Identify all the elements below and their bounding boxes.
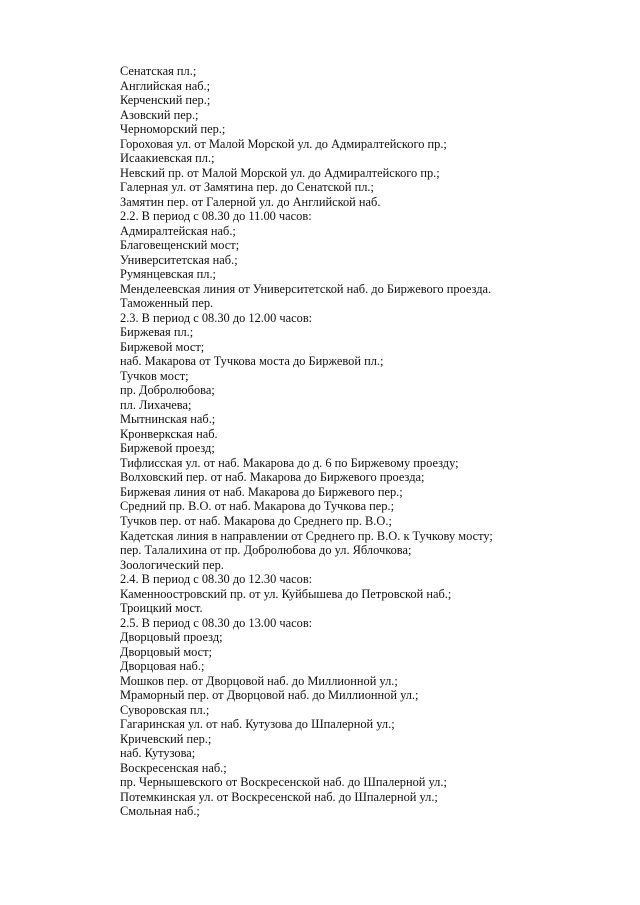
text-line: Дворцовая наб.; [120, 659, 205, 674]
text-line: Потемкинская ул. от Воскресенской наб. до Шпалерной ул.; [120, 789, 438, 804]
text-line: Исаакиевская пл.; [120, 151, 215, 166]
text-line: Азовский пер.; [120, 107, 199, 122]
text-line: Сенатская пл.; [120, 64, 197, 78]
text-line: Зоологический пер. [120, 557, 224, 572]
text-line: Мраморный пер. от Дворцовой наб. до Миллионной ул.; [120, 688, 419, 703]
text-line: пер. Талалихина от пр. Добролюбова до ул. Яблочкова; [120, 543, 412, 558]
text-line: Биржевой проезд; [120, 441, 215, 456]
section-heading: 2.2. В период с 08.30 до 11.00 часов: [120, 209, 312, 224]
text-line: Дворцовый мост; [120, 644, 213, 659]
section-heading: 2.3. В период с 08.30 до 12.00 часов: [120, 310, 313, 325]
text-line: Тучков пер. от наб. Макарова до Среднего пр. В.О.; [120, 513, 392, 528]
text-line: Кронверкская наб. [120, 426, 218, 441]
text-line: Биржевая пл.; [120, 325, 194, 340]
text-line: Суворовская пл.; [120, 702, 210, 717]
text-line: Биржевой мост; [120, 339, 205, 354]
text-line: Троицкий мост. [120, 601, 203, 616]
text-line: Благовещенский мост; [120, 238, 240, 253]
text-line: Румянцевская пл.; [120, 267, 216, 282]
text-line: Галерная ул. от Замятина пер. до Сенатской пл.; [120, 180, 374, 195]
text-line: Тифлисская ул. от наб. Макарова до д. 6 по Биржевому проезду; [120, 455, 459, 470]
section-heading: 2.5. В период с 08.30 до 13.00 часов: [120, 615, 313, 630]
text-line: Гороховая ул. от Малой Морской ул. до Адмиралтейского пр.; [120, 136, 447, 151]
text-line: Университетская наб.; [120, 252, 238, 267]
text-line: Воскресенская наб.; [120, 760, 227, 775]
text-line: Черноморский пер.; [120, 122, 226, 137]
text-line: Адмиралтейская наб.; [120, 223, 236, 238]
text-line: Мошков пер. от Дворцовой наб. до Миллионной ул.; [120, 673, 398, 688]
text-line: Дворцовый проезд; [120, 630, 223, 645]
text-line: наб. Макарова от Тучкова моста до Биржевой пл.; [120, 354, 384, 369]
text-line: Каменноостровский пр. от ул. Куйбышева до Петровской наб.; [120, 586, 452, 601]
text-line: Невский пр. от Малой Морской ул. до Адмиралтейского пр.; [120, 165, 440, 180]
text-line: Кричевский пер.; [120, 731, 212, 746]
text-line: Таможенный пер. [120, 296, 214, 311]
text-line: Замятин пер. от Галерной ул. до Английской наб. [120, 194, 381, 209]
section-heading: 2.4. В период с 08.30 до 12.30 часов: [120, 572, 313, 587]
text-line: Тучков мост; [120, 368, 189, 383]
text-line: Керченский пер.; [120, 93, 211, 108]
text-line: пл. Лихачева; [120, 397, 192, 412]
text-line: Кадетская линия в направлении от Среднего пр. В.О. к Тучкову мосту; [120, 528, 493, 543]
text-line: Биржевая линия от наб. Макарова до Биржевого пер.; [120, 484, 403, 499]
text-line: Гагаринская ул. от наб. Кутузова до Шпалерной ул.; [120, 717, 395, 732]
text-line: Волховский пер. от наб. Макарова до Биржевого проезда; [120, 470, 425, 485]
document-text [120, 64, 620, 819]
text-line: Мытнинская наб.; [120, 412, 216, 427]
text-line: наб. Кутузова; [120, 746, 196, 761]
text-line: Менделеевская линия от Университетской наб. до Биржевого проезда. [120, 281, 492, 296]
text-line: пр. Добролюбова; [120, 383, 215, 398]
text-line: Смольная наб.; [120, 804, 200, 819]
text-line: пр. Чернышевского от Воскресенской наб. до Шпалерной ул.; [120, 775, 447, 790]
text-line: Английская наб.; [120, 78, 211, 93]
text-line: Средний пр. В.О. от наб. Макарова до Тучкова пер.; [120, 499, 395, 514]
